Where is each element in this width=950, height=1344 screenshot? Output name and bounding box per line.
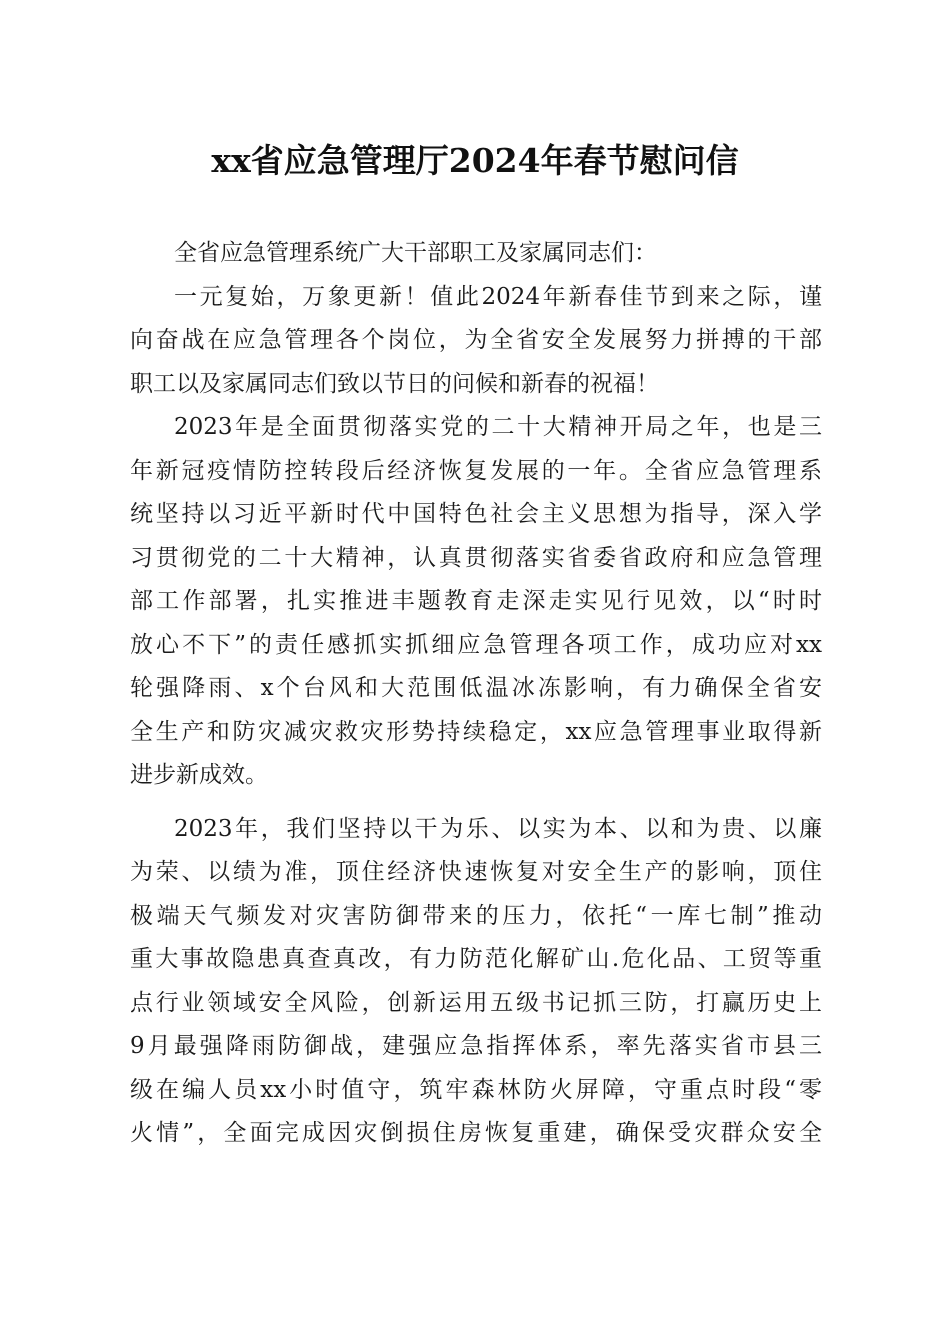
paragraph-3 xyxy=(130,808,822,1156)
paragraph-line: 习贯彻党的二十大精神，认真贯彻落实省委省政府和应急管理 xyxy=(130,544,822,571)
paragraph-line: 9月最强降雨防御战，建强应急指挥体系，率先落实省市县三 xyxy=(130,1033,822,1059)
paragraph-2 xyxy=(130,406,822,798)
paragraph-line: 向奋战在应急管理各个岗位，为全省安全发展努力拼搏的干部 xyxy=(130,327,822,353)
paragraph-line: 年新冠疫情防控转段后经济恢复发展的一年。全省应急管理系 xyxy=(130,457,822,484)
paragraph-line: 2023年是全面贯彻落实党的二十大精神开局之年，也是三 xyxy=(174,414,822,440)
paragraph-spacer xyxy=(130,798,822,808)
paragraph-line: 极端天气频发对灾害防御带来的压力，依托“一库七制”推动 xyxy=(130,902,822,929)
paragraph-line: 级在编人员xx小时值守，筑牢森林防火屏障，守重点时段“零 xyxy=(130,1076,822,1103)
paragraph-line: 为荣、以绩为准，顶住经济快速恢复对安全生产的影响，顶住 xyxy=(130,859,822,885)
paragraph-1 xyxy=(130,276,822,407)
paragraph-line: 一元复始，万象更新！值此2024年新春佳节到来之际，谨 xyxy=(174,283,822,310)
paragraph-line: 点行业领域安全风险，创新运用五级书记抓三防，打赢历史上 xyxy=(130,989,822,1016)
paragraph-line: 进步新成效。 xyxy=(130,762,268,788)
paragraph-line: 2023年，我们坚持以干为乐、以实为本、以和为贵、以廉 xyxy=(174,815,822,842)
paragraph-line: 统坚持以习近平新时代中国特色社会主义思想为指导，深入学 xyxy=(130,501,822,527)
paragraph-line: 重大事故隐患真查真改，有力防范化解矿山.危化品、工贸等重 xyxy=(130,946,822,972)
paragraph-line: 全生产和防灾减灾救灾形势持续稳定，xx应急管理事业取得新 xyxy=(130,718,822,745)
paragraph-line: 火情”，全面完成因灾倒损住房恢复重建，确保受灾群众安全 xyxy=(130,1120,822,1146)
paragraph-line: 职工以及家属同志们致以节日的问候和新春的祝福！ xyxy=(130,370,659,397)
paragraph-line: 轮强降雨、x个台风和大范围低温冰冻影响，有力确保全省安 xyxy=(130,675,822,701)
document-body xyxy=(130,232,822,1156)
paragraph-line: 放心不下”的责任感抓实抓细应急管理各项工作，成功应对xx xyxy=(130,631,822,658)
salutation: 全省应急管理系统广大干部职工及家属同志们： xyxy=(174,240,657,266)
document-title: xx省应急管理厅2024年春节慰问信 xyxy=(211,141,739,180)
paragraph-line: 部工作部署，扎实推进丰题教育走深走实见行见效，以“时时 xyxy=(130,588,822,614)
